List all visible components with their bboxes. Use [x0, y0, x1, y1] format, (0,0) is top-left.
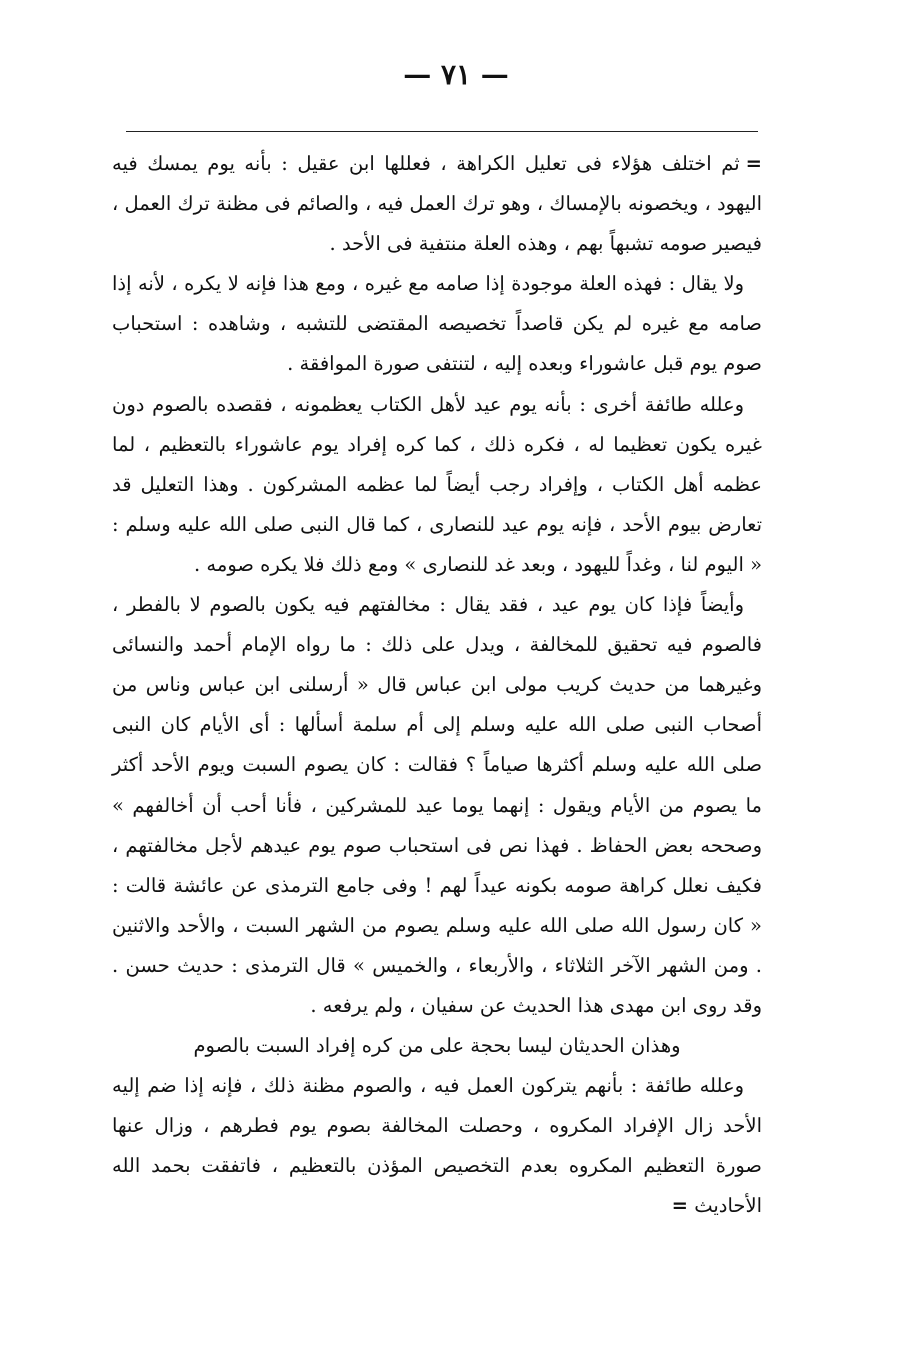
paragraph: وعلله طائفة أخرى : بأنه يوم عيد لأهل الكتاب يعظمونه ، فقصده بالصوم دون غيره يكون تعظيما له ، فكره ذلك ، كما كره إفراد يوم عاشوراء بالتعظيم ، لما عظمه أهل الكتاب ، وإفراد رجب أيضاً لما عظمه المشركون . وهذا التعليل قد تعارض بيوم الأحد ، فإنه يوم عيد للنصارى ، كما قال النبى صلى الله عليه وسلم : « اليوم لنا ، وغداً لليهود ، وبعد غد للنصارى » ومع ذلك فلا يكره صومه .: [112, 392, 762, 576]
continuation-marker: =: [671, 1194, 688, 1218]
paragraph: [112, 144, 762, 264]
paragraph: ولا يقال : فهذه العلة موجودة إذا صامه مع غيره ، ومع هذا فإنه لا يكره ، لأنه إذا صامه مع غيره لم يكن قاصداً تخصيصه المقتضى للتشبه ، وشاهده : استحباب صوم يوم قبل عاشوراء وبعده إليه ، لتنتفى صورة الموافقة .: [112, 272, 762, 376]
continuation-marker: =: [745, 152, 762, 175]
header-rule: [126, 131, 758, 132]
paragraph: [112, 1066, 762, 1226]
page-body: [112, 144, 762, 1227]
centered-heading-line: وهذان الحديثان ليسا بحجة على من كره إفراد السبت بالصوم: [193, 1034, 681, 1058]
paragraph-text: ثم اختلف هؤلاء فى تعليل الكراهة ، فعللها ابن عقيل : بأنه يوم يمسك فيه اليهود ، ويخصونه بالإمساك ، وهو ترك العمل فيه ، والصائم فى مظنة ترك العمل ، فيصير صومه تشبهاً بهم ، وهذه العلة منتفية فى الأحد .: [112, 152, 762, 256]
paragraph-text: وعلله طائفة : بأنهم يتركون العمل فيه ، والصوم مظنة ذلك ، فإنه إذا ضم إليه الأحد زال الإفراد المكروه ، وحصلت المخالفة بصوم يوم فطرهم ، وزال عنها صورة التعظيم المكروه بعدم التخصيص المؤذن بالتعظيم ، فاتفقت بحمد الله الأحاديث: [112, 1074, 762, 1218]
paragraph: وأيضاً فإذا كان يوم عيد ، فقد يقال : مخالفتهم فيه يكون بالصوم لا بالفطر ، فالصوم فيه تحقيق للمخالفة ، ويدل على ذلك : ما رواه الإمام أحمد والنسائى وغيرهما من حديث كريب مولى ابن عباس قال « أرسلنى ابن عباس وناس من أصحاب النبى صلى الله عليه وسلم إلى أم سلمة أسألها : أى الأيام كان النبى صلى الله عليه وسلم أكثرها صياماً ؟ فقالت : كان يصوم السبت ويوم الأحد أكثر ما يصوم من الأيام ويقول : إنهما يوما عيد للمشركين ، فأنا أحب أن أخالفهم » وصححه بعض الحفاظ . فهذا نص فى استحباب صوم يوم عيدهم لأجل مخالفتهم ، فكيف نعلل كراهة صومه بكونه عيداً لهم ! وفى جامع الترمذى عن عائشة قالت : « كان رسول الله صلى الله عليه وسلم يصوم من الشهر السبت ، والأحد والاثنين . ومن الشهر الآخر الثلاثاء ، والأربعاء ، والخميس » قال الترمذى : حديث حسن . وقد روى ابن مهدى هذا الحديث عن سفيان ، ولم يرفعه .: [112, 593, 762, 1017]
page-number: — ٧١ —: [403, 58, 509, 91]
